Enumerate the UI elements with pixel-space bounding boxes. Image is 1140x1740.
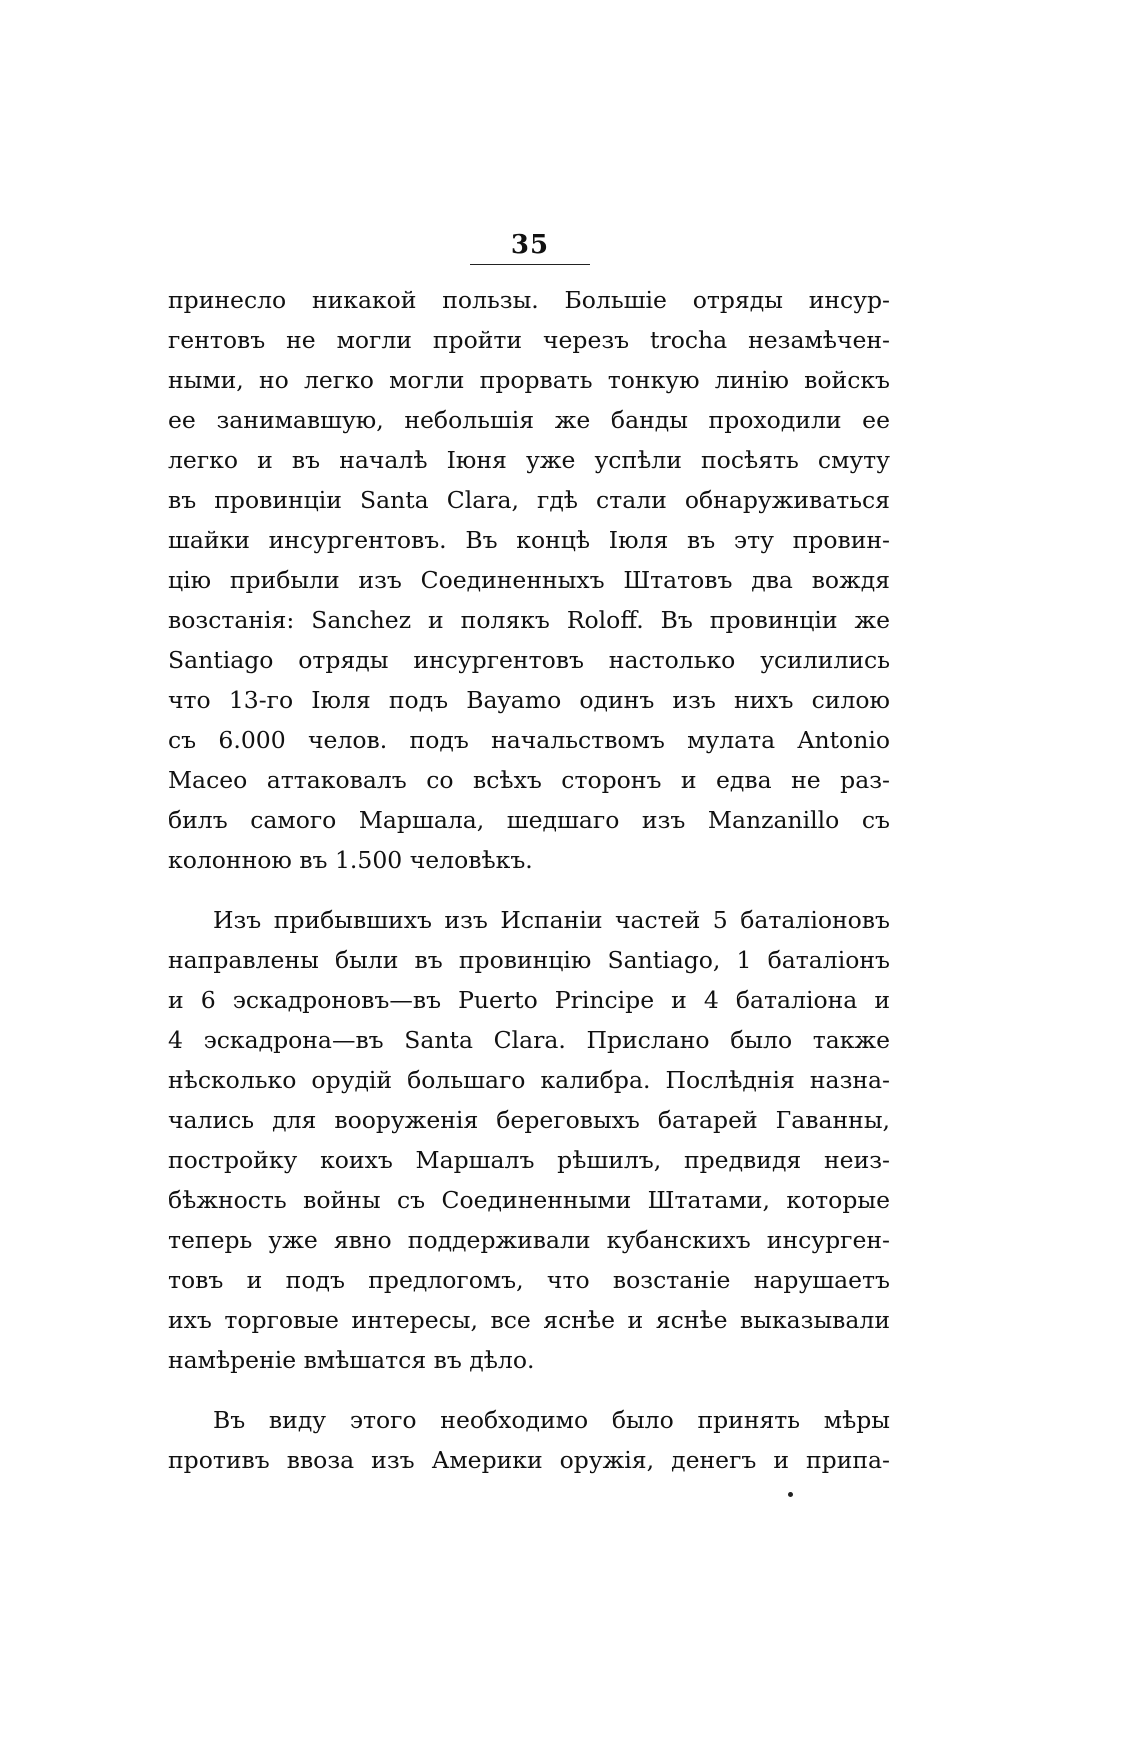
- text-line: въ провинціи Santa Clara, гдѣ стали обнаруживаться: [168, 486, 890, 514]
- text-line: чались для вооруженія береговыхъ батарей Гаванны,: [168, 1106, 890, 1134]
- text-line: противъ ввоза изъ Америки оружія, денегъ и припа-: [168, 1446, 890, 1474]
- text-line: гентовъ не могли пройти черезъ trocha незамѣчен-: [168, 326, 890, 354]
- text-line: Въ виду этого необходимо было принять мѣры: [213, 1406, 890, 1434]
- text-line: направлены были въ провинцію Santiago, 1 баталіонъ: [168, 946, 890, 974]
- text-line: теперь уже явно поддерживали кубанскихъ инсурген-: [168, 1226, 890, 1254]
- text-line: легко и въ началѣ Іюня уже успѣли посѣять смуту: [168, 446, 890, 474]
- text-line: Изъ прибывшихъ изъ Испаніи частей 5 баталіоновъ: [213, 906, 890, 934]
- page-number: 35: [470, 230, 590, 265]
- text-line: Maceo аттаковалъ со всѣхъ сторонъ и едва не раз-: [168, 766, 890, 794]
- text-line: билъ самого Маршала, шедшаго изъ Manzanillo съ: [168, 806, 890, 834]
- text-line: съ 6.000 челов. подъ начальствомъ мулата Antonio: [168, 726, 890, 754]
- text-line: намѣреніе вмѣшатся въ дѣло.: [168, 1346, 535, 1374]
- text-line: ными, но легко могли прорвать тонкую линію войскъ: [168, 366, 890, 394]
- text-line: и 6 эскадроновъ—въ Puerto Principe и 4 баталіона и: [168, 986, 890, 1014]
- text-line: бѣжность войны съ Соединенными Штатами, которые: [168, 1186, 890, 1214]
- text-line: нѣсколько орудій большаго калибра. Послѣднія назна-: [168, 1066, 890, 1094]
- printer-mark: [788, 1492, 793, 1497]
- text-line: шайки инсургентовъ. Въ концѣ Іюля въ эту провин-: [168, 526, 890, 554]
- text-line: ихъ торговые интересы, все яснѣе и яснѣе выказывали: [168, 1306, 890, 1334]
- text-line: товъ и подъ предлогомъ, что возстаніе нарушаетъ: [168, 1266, 890, 1294]
- text-line: 4 эскадрона—въ Santa Clara. Прислано было также: [168, 1026, 890, 1054]
- text-line: колонною въ 1.500 человѣкъ.: [168, 846, 533, 874]
- text-line: принесло никакой пользы. Большіе отряды инсур-: [168, 286, 890, 314]
- text-line: что 13-го Іюля подъ Bayamo одинъ изъ нихъ силою: [168, 686, 890, 714]
- text-line: Santiago отряды инсургентовъ настолько усилились: [168, 646, 890, 674]
- text-line: цію прибыли изъ Соединенныхъ Штатовъ два вождя: [168, 566, 890, 594]
- text-line: возстанія: Sanchez и полякъ Roloff. Въ провинціи же: [168, 606, 890, 634]
- text-line: постройку коихъ Маршалъ рѣшилъ, предвидя неиз-: [168, 1146, 890, 1174]
- text-line: ее занимавшую, небольшія же банды проходили ее: [168, 406, 890, 434]
